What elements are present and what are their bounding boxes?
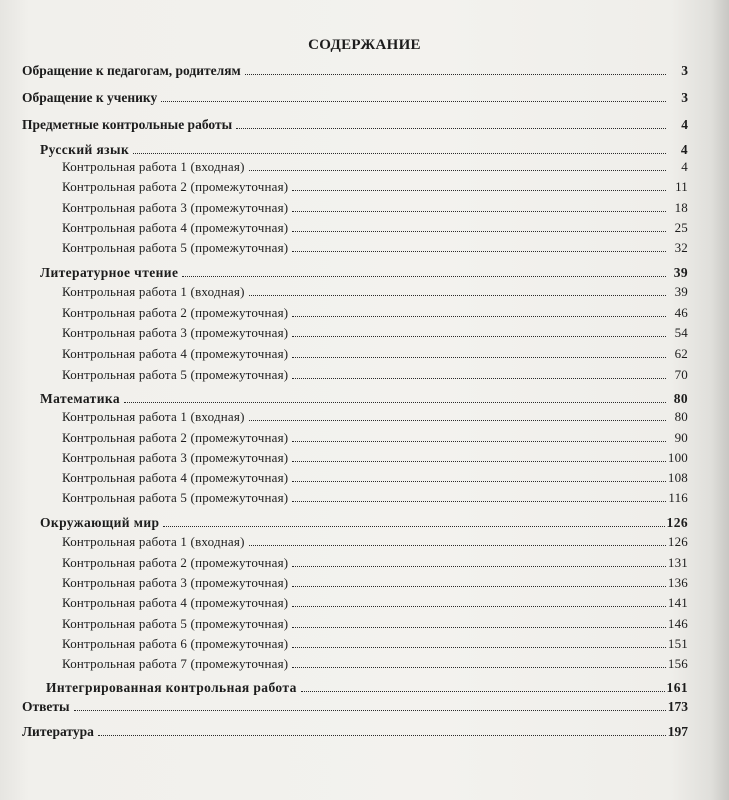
- toc-page-number: 136: [667, 575, 688, 590]
- toc-page-number: 173: [667, 699, 688, 714]
- toc-section: [46, 680, 688, 696]
- toc-subentry: [62, 200, 688, 216]
- toc-subentry: [62, 450, 688, 466]
- toc-section: [40, 391, 688, 407]
- toc-entry-label: Обращение к ученику: [22, 90, 158, 105]
- toc-entry-label: Контрольная работа 5 (промежуточная): [62, 490, 289, 505]
- toc-page-number: 70: [674, 367, 688, 382]
- dot-leader: [133, 153, 666, 154]
- toc-subentry: [62, 409, 688, 425]
- toc-page-number: 25: [674, 220, 688, 235]
- toc-page-number: 131: [667, 555, 688, 570]
- dot-leader: [292, 606, 666, 607]
- toc-page-number: 3: [681, 90, 688, 105]
- toc-entry-label: Контрольная работа 3 (промежуточная): [62, 450, 289, 465]
- dot-leader: [292, 501, 666, 502]
- toc-subentry: [62, 616, 688, 632]
- toc-page-number: 100: [667, 450, 688, 465]
- toc-entry-label: Контрольная работа 7 (промежуточная): [62, 656, 289, 671]
- toc-subentry: [62, 470, 688, 486]
- dot-leader: [249, 420, 666, 421]
- toc-entry-label: Обращение к педагогам, родителям: [22, 63, 241, 78]
- toc-entry-label: Контрольная работа 2 (промежуточная): [62, 179, 289, 194]
- toc-entry-label: Контрольная работа 4 (промежуточная): [62, 470, 289, 485]
- dot-leader: [292, 211, 666, 212]
- toc-subentry: [62, 179, 688, 195]
- toc-entry-label: Русский язык: [40, 142, 130, 157]
- toc-entry-label: Предметные контрольные работы: [22, 117, 233, 132]
- toc-subentry: [62, 430, 688, 446]
- toc-page-number: 80: [673, 391, 688, 406]
- toc-entry-label: Контрольная работа 1 (входная): [62, 409, 245, 424]
- dot-leader: [236, 128, 666, 129]
- toc-page-number: 4: [681, 159, 688, 174]
- dot-leader: [292, 586, 666, 587]
- dot-leader: [163, 526, 664, 527]
- toc-subentry: [62, 490, 688, 506]
- toc-subentry: [62, 656, 688, 672]
- dot-leader: [292, 251, 666, 252]
- toc-entry-label: Контрольная работа 1 (входная): [62, 159, 245, 174]
- dot-leader: [292, 441, 666, 442]
- toc-entry-label: Контрольная работа 2 (промежуточная): [62, 305, 289, 320]
- toc-subentry: [62, 325, 688, 341]
- dot-leader: [292, 481, 666, 482]
- toc-subentry: [62, 367, 688, 383]
- toc-page-number: 108: [667, 470, 688, 485]
- dot-leader: [182, 276, 666, 277]
- dot-leader: [301, 691, 665, 692]
- toc-page-number: 32: [674, 240, 688, 255]
- toc-subentry: [62, 575, 688, 591]
- toc-entry-label: Контрольная работа 1 (входная): [62, 284, 245, 299]
- toc-entry-label: Интегрированная контрольная работа: [46, 680, 297, 695]
- dot-leader: [249, 170, 666, 171]
- dot-leader: [292, 231, 666, 232]
- toc-entry-label: Контрольная работа 2 (промежуточная): [62, 555, 289, 570]
- toc-entry: [22, 117, 688, 133]
- toc-page-number: 141: [667, 595, 688, 610]
- toc-page-number: 4: [681, 117, 688, 132]
- toc-entry-label: Математика: [40, 391, 121, 406]
- toc-page-number: 161: [666, 680, 688, 695]
- dot-leader: [124, 402, 666, 403]
- toc-page-number: 126: [666, 515, 688, 530]
- toc-page-number: 146: [667, 616, 688, 631]
- dot-leader: [292, 357, 666, 358]
- toc-page-number: 116: [668, 490, 688, 505]
- toc-page-number: 18: [674, 200, 688, 215]
- dot-leader: [292, 667, 666, 668]
- toc-subentry: [62, 305, 688, 321]
- dot-leader: [292, 316, 666, 317]
- toc-entry-label: Контрольная работа 5 (промежуточная): [62, 240, 289, 255]
- dot-leader: [292, 336, 666, 337]
- dot-leader: [292, 627, 666, 628]
- toc-entry-label: Контрольная работа 4 (промежуточная): [62, 595, 289, 610]
- toc-page-number: 126: [667, 534, 688, 549]
- toc-entry-label: Контрольная работа 2 (промежуточная): [62, 430, 289, 445]
- toc-entry-label: Контрольная работа 1 (входная): [62, 534, 245, 549]
- toc-subentry: [62, 159, 688, 175]
- toc-page-number: 80: [674, 409, 688, 424]
- toc-entry-label: Окружающий мир: [40, 515, 160, 530]
- toc-entry: [22, 90, 688, 106]
- toc-entry-label: Контрольная работа 3 (промежуточная): [62, 575, 289, 590]
- toc-entry-label: Литература: [22, 724, 94, 739]
- toc-page-number: 4: [680, 142, 688, 157]
- toc-entry-label: Контрольная работа 3 (промежуточная): [62, 325, 289, 340]
- toc-page-number: 90: [674, 430, 688, 445]
- toc-subentry: [62, 555, 688, 571]
- toc-entry: [22, 699, 688, 715]
- toc-subentry: [62, 595, 688, 611]
- toc-entry-label: Контрольная работа 5 (промежуточная): [62, 616, 289, 631]
- toc-page-number: 11: [675, 179, 688, 194]
- toc-section: [40, 142, 688, 158]
- dot-leader: [292, 461, 666, 462]
- toc-entry-label: Контрольная работа 3 (промежуточная): [62, 200, 289, 215]
- toc-entry-label: Литературное чтение: [40, 265, 179, 280]
- toc-entry-label: Контрольная работа 5 (промежуточная): [62, 367, 289, 382]
- dot-leader: [245, 74, 666, 75]
- toc-page-number: 156: [667, 656, 688, 671]
- dot-leader: [249, 295, 666, 296]
- dot-leader: [292, 647, 666, 648]
- toc-entry: [22, 724, 688, 740]
- dot-leader: [249, 545, 666, 546]
- toc-page-number: 46: [674, 305, 688, 320]
- toc-subentry: [62, 220, 688, 236]
- toc-subentry: [62, 284, 688, 300]
- dot-leader: [292, 566, 666, 567]
- toc-subentry: [62, 240, 688, 256]
- toc-entry-label: Ответы: [22, 699, 70, 714]
- toc-page-number: 39: [674, 284, 688, 299]
- toc-subentry: [62, 346, 688, 362]
- toc-subentry: [62, 636, 688, 652]
- dot-leader: [98, 735, 666, 736]
- toc-page-number: 39: [673, 265, 688, 280]
- toc-entry-label: Контрольная работа 6 (промежуточная): [62, 636, 289, 651]
- toc-page-number: 197: [667, 724, 688, 739]
- toc-entry-label: Контрольная работа 4 (промежуточная): [62, 346, 289, 361]
- toc-page-number: 54: [674, 325, 688, 340]
- toc-subentry: [62, 534, 688, 550]
- dot-leader: [74, 710, 666, 711]
- dot-leader: [292, 378, 666, 379]
- dot-leader: [161, 101, 666, 102]
- toc-page-number: 3: [681, 63, 688, 78]
- page-title: СОДЕРЖАНИЕ: [308, 37, 421, 53]
- toc-entry-label: Контрольная работа 4 (промежуточная): [62, 220, 289, 235]
- toc-section: [40, 265, 688, 281]
- dot-leader: [292, 190, 666, 191]
- toc-section: [40, 515, 688, 531]
- toc-entry: [22, 63, 688, 79]
- toc-page-number: 62: [674, 346, 688, 361]
- toc-page-number: 151: [667, 636, 688, 651]
